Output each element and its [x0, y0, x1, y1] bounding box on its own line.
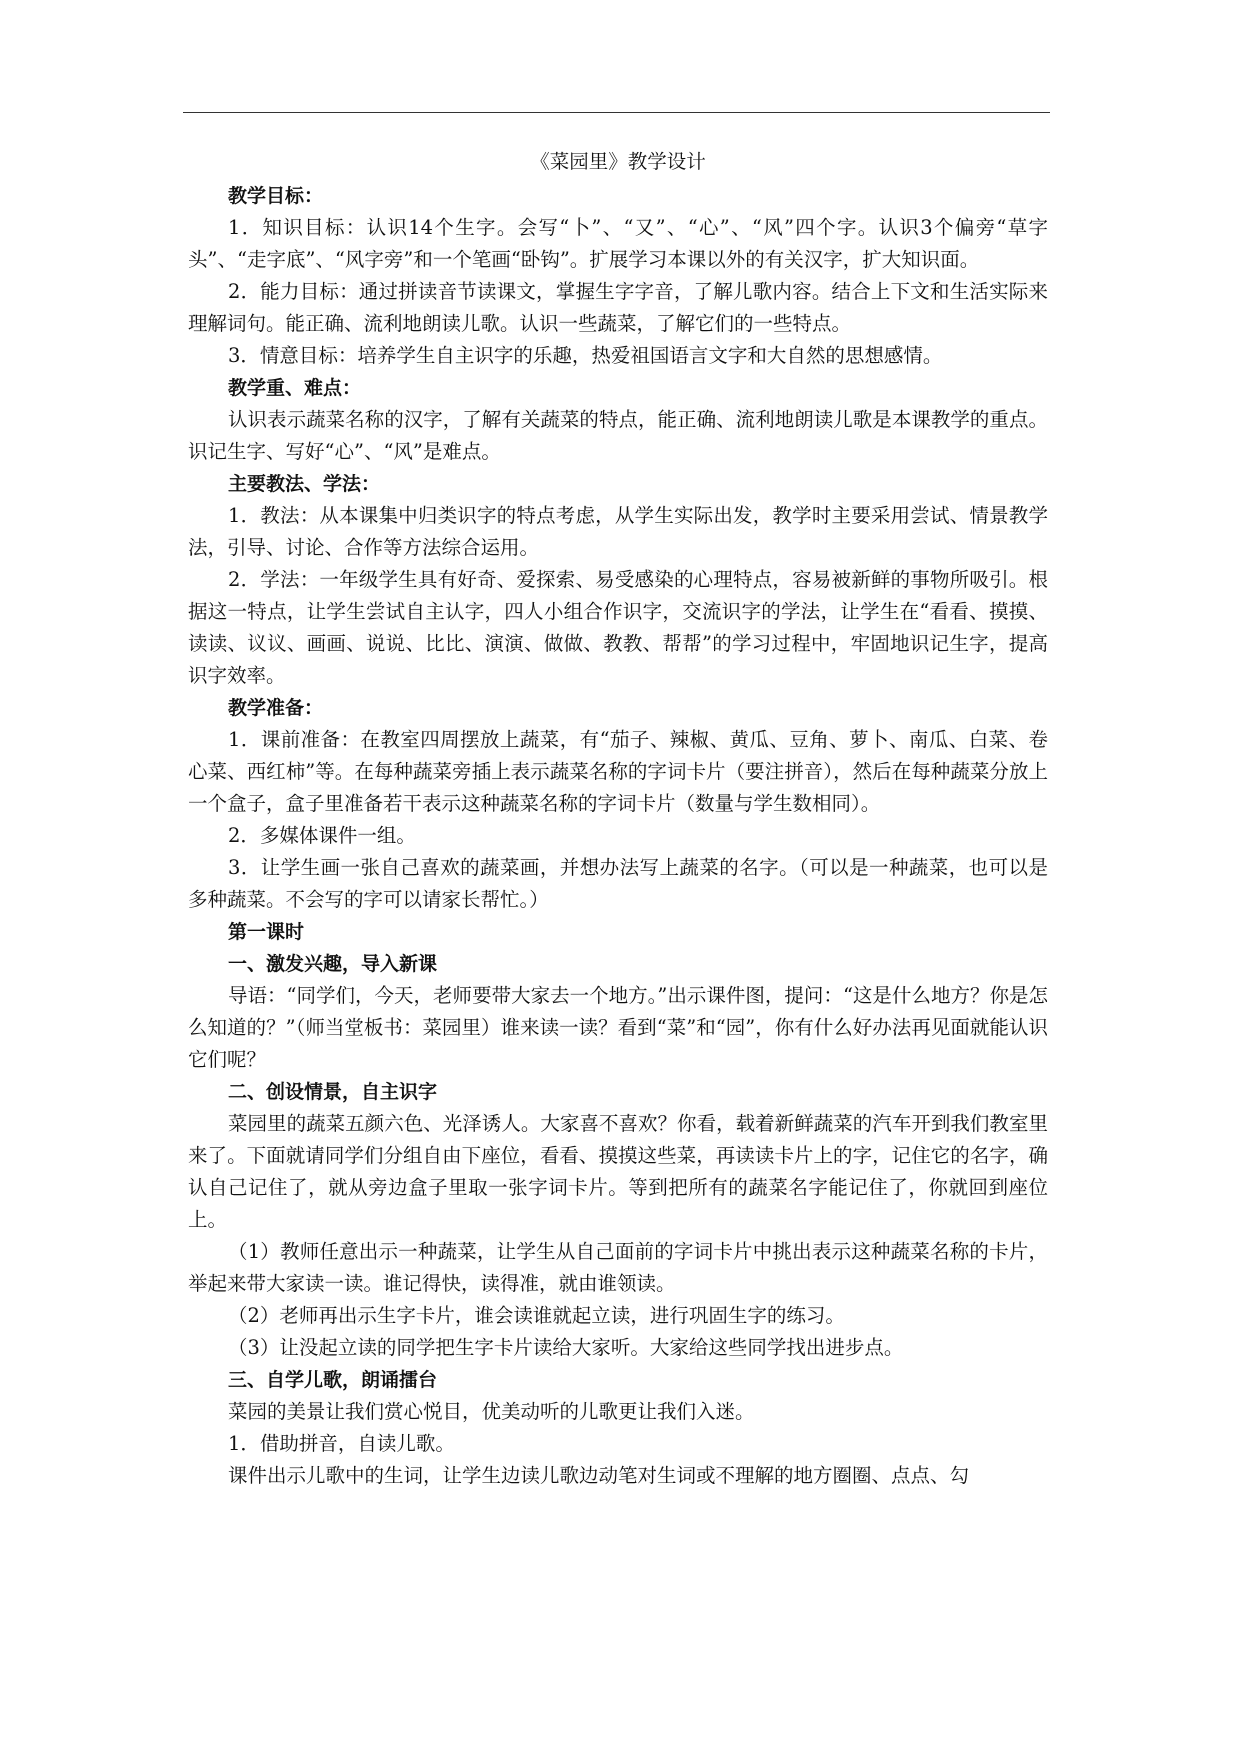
paragraph: 菜园的美景让我们赏心悦目，优美动听的儿歌更让我们入迷。: [228, 1400, 755, 1423]
section-heading: 第一课时: [228, 921, 305, 943]
paragraph: 1．教法：从本课集中归类识字的特点考虑，从学生实际出发，教学时主要采用尝试、情景教学法，引导、讨论、合作等方法综合运用。: [188, 504, 1048, 559]
paragraph: （2）老师再出示生字卡片，谁会读谁就起立读，进行巩固生字的练习。: [228, 1304, 845, 1327]
paragraph: 课件出示儿歌中的生词，让学生边读儿歌边动笔对生词或不理解的地方圈圈、点点、勾: [228, 1464, 970, 1487]
section-heading: 教学目标：: [228, 185, 324, 207]
document-title: 《菜园里》教学设计: [530, 150, 706, 173]
paragraph: 菜园里的蔬菜五颜六色、光泽诱人。大家喜不喜欢？你看，载着新鲜蔬菜的汽车开到我们教室里来了。下面就请同学们分组自由下座位，看看、摸摸这些菜，再读读卡片上的字，记住它的名字，确认自己记住了，就从旁边盒子里取一张字词卡片。等到把所有的蔬菜名字能记住了，你就回到座位上。: [188, 1112, 1048, 1231]
section-heading: 教学重、难点：: [228, 377, 362, 399]
paragraph: 导语：“同学们，今天，老师要带大家去一个地方。”出示课件图，提问：“这是什么地方？你是怎么知道的？”（师当堂板书：菜园里）谁来读一读？看到“菜”和“园”，你有什么好办法再见面就能认识它们呢？: [188, 984, 1048, 1071]
paragraph: 1．课前准备：在教室四周摆放上蔬菜，有“茄子、辣椒、黄瓜、豆角、萝卜、南瓜、白菜、卷心菜、西红柿”等。在每种蔬菜旁插上表示蔬菜名称的字词卡片（要注拼音），然后在每种蔬菜分放上一个盒子，盒子里准备若干表示这种蔬菜名称的字词卡片（数量与学生数相同）。: [188, 728, 1048, 815]
paragraph: （3）让没起立读的同学把生字卡片读给大家听。大家给这些同学找出进步点。: [228, 1336, 904, 1359]
section-heading: 二、创设情景，自主识字: [228, 1081, 438, 1103]
section-heading: 主要教法、学法：: [228, 473, 381, 495]
paragraph: （1）教师任意出示一种蔬菜，让学生从自己面前的字词卡片中挑出表示这种蔬菜名称的卡片，举起来带大家读一读。谁记得快，读得准，就由谁领读。: [188, 1240, 1048, 1295]
paragraph: 2．能力目标：通过拼读音节读课文，掌握生字字音，了解儿歌内容。结合上下文和生活实际来理解词句。能正确、流利地朗读儿歌。认识一些蔬菜，了解它们的一些特点。: [188, 280, 1048, 335]
paragraph: 1．知识目标：认识14个生字。会写“卜”、“又”、“心”、“风”四个字。认识3个偏旁“草字头”、“走字底”、“风字旁”和一个笔画“卧钩”。扩展学习本课以外的有关汉字，扩大知识面。: [188, 216, 1048, 271]
section-heading: 一、激发兴趣，导入新课: [228, 953, 438, 975]
paragraph: 2．学法：一年级学生具有好奇、爱探索、易受感染的心理特点，容易被新鲜的事物所吸引。根据这一特点，让学生尝试自主认字，四人小组合作识字，交流识字的学法，让学生在“看看、摸摸、读读、议议、画画、说说、比比、演演、做做、教教、帮帮”的学习过程中，牢固地识记生字，提高识字效率。: [188, 568, 1048, 687]
paragraph: 1．借助拼音，自读儿歌。: [228, 1432, 455, 1455]
paragraph: 认识表示蔬菜名称的汉字，了解有关蔬菜的特点，能正确、流利地朗读儿歌是本课教学的重点。识记生字、写好“心”、“风”是难点。: [188, 408, 1048, 463]
document-sections: [188, 180, 1048, 1492]
paragraph: 2．多媒体课件一组。: [228, 824, 416, 847]
header-rule: [183, 112, 1050, 113]
document-body: [188, 146, 1048, 1492]
section-heading: 三、自学儿歌，朗诵擂台: [228, 1369, 438, 1391]
section-heading: 教学准备：: [228, 697, 324, 719]
paragraph: 3．让学生画一张自己喜欢的蔬菜画，并想办法写上蔬菜的名字。（可以是一种蔬菜，也可以是多种蔬菜。不会写的字可以请家长帮忙。）: [188, 856, 1048, 911]
paragraph: 3．情意目标：培养学生自主识字的乐趣，热爱祖国语言文字和大自然的思想感情。: [228, 344, 943, 367]
